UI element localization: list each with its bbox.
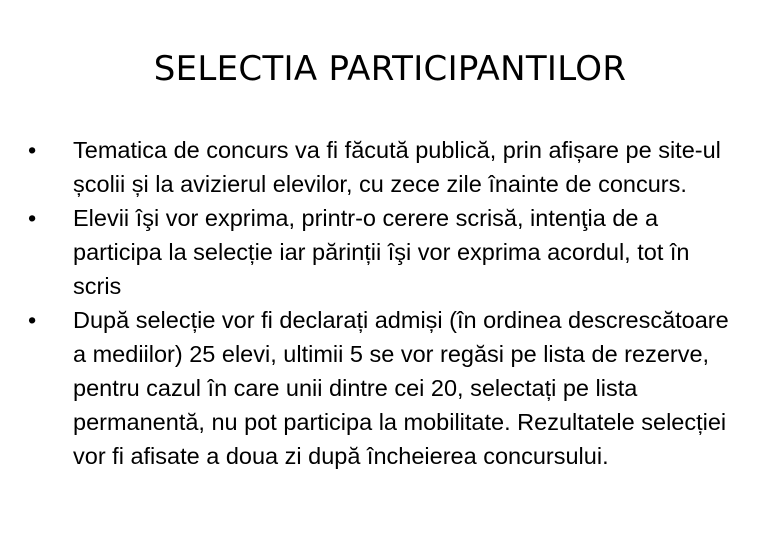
bullet-text: După selecție vor fi declarați admiși (în ordinea descrescătoare a mediilor) 25 elevi, ultimii 5 se vor regăsi pe lista de rezerve, pentru cazul în care unii dintre cei 20, selectați pe lista permanentă, nu pot participa la mobilitate. Rezultatele selecției vor fi afisate a doua zi după încheierea concursului. [73,307,729,469]
bullet-text: Elevii îşi vor exprima, printr-o cerere scrisă, intenţia de a participa la selecție iar părinții îşi vor exprima acordul, tot în scris [73,205,690,299]
bullet-dot-icon: • [28,205,37,231]
bullet-text: Tematica de concurs va fi făcută publică, prin afișare pe site-ul școlii și la avizierul elevilor, cu zece zile înainte de concurs. [73,137,721,197]
slide-title: SELECTIA PARTICIPANTILOR [153,49,627,89]
bullet-item [24,303,744,473]
bullet-dot-icon: • [28,137,37,163]
bullet-dot-icon: • [28,307,37,333]
bullet-item [24,133,744,201]
bullet-list [24,133,744,473]
bullet-item [24,201,744,303]
